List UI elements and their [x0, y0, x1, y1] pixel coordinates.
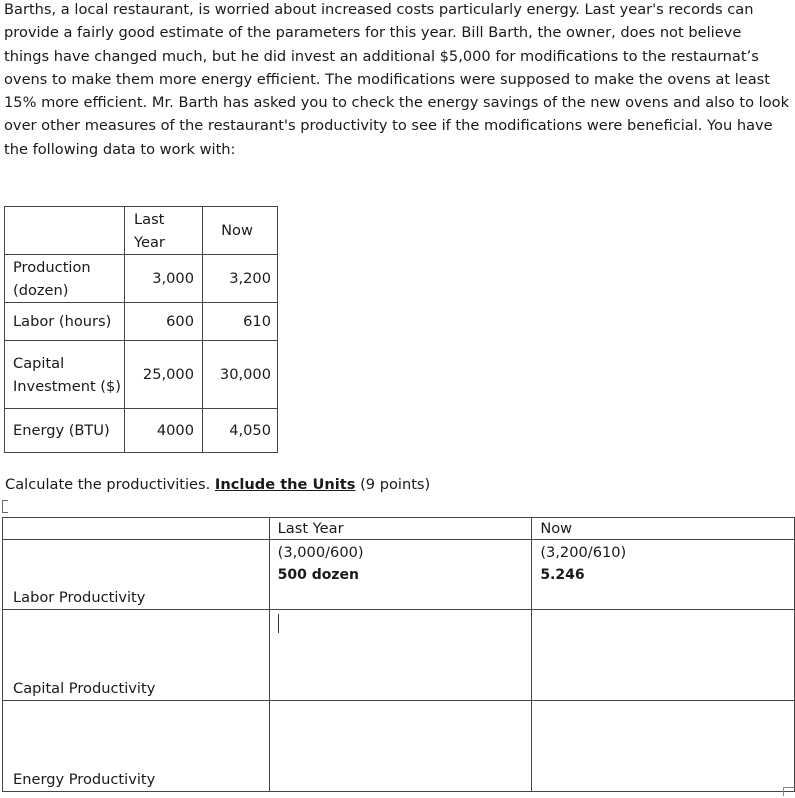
answer-cell-now[interactable]	[532, 610, 795, 701]
answer-cell-last-year[interactable]	[269, 610, 532, 701]
data-row-production	[5, 255, 278, 303]
table-move-handle[interactable]	[2, 500, 8, 513]
calculation-prompt	[5, 473, 430, 496]
value-now: 30,000	[203, 341, 278, 409]
value-last-year: 4000	[125, 409, 203, 453]
answer-row-labor	[3, 540, 795, 610]
calc-prompt-emphasis: Include the Units	[214, 476, 356, 493]
header-last-year: Last Year	[125, 207, 203, 255]
calc-prompt-suffix: (9 points)	[355, 476, 431, 493]
answer-result: 500 dozen	[277, 567, 359, 583]
data-row-labor	[5, 303, 278, 341]
value-last-year: 3,000	[125, 255, 203, 303]
calc-prompt-prefix: Calculate the productivities.	[5, 476, 215, 493]
data-row-capital	[5, 341, 278, 409]
table-resize-handle[interactable]	[783, 787, 794, 796]
answer-header-label[interactable]	[3, 518, 270, 540]
value-now: 3,200	[203, 255, 278, 303]
answer-cell-now[interactable]	[532, 701, 795, 792]
answer-cell-last-year[interactable]	[269, 540, 532, 610]
value-last-year: 600	[125, 303, 203, 341]
answer-formula: (3,200/610)	[540, 544, 627, 561]
header-now: Now	[203, 207, 278, 255]
value-last-year: 25,000	[125, 341, 203, 409]
answer-formula: (3,000/600)	[277, 544, 364, 561]
data-table	[4, 206, 278, 453]
text-cursor	[278, 614, 279, 633]
problem-statement: Barths, a local restaurant, is worried about increased costs particularly energy. Last year's records can provide a fairly good estimate of the parameters for this year. Bill Barth, the owner, does not believe things have changed much, but he did invest an additional $5,000 for modifications to the restaurnat’s ovens to make them more energy efficient. The modifications were supposed to make the ovens at least 15% more efficient. Mr. Barth has asked you to check the energy savings of the new ovens and also to look over other measures of the restaurant's productivity to see if the modifications were beneficial. You have the following data to work with:	[4, 1, 790, 158]
answer-row-label[interactable]: Capital Productivity	[3, 610, 270, 701]
answer-row-capital	[3, 610, 795, 701]
answer-cell-last-year[interactable]	[269, 701, 532, 792]
answer-header-now[interactable]: Now	[532, 518, 795, 540]
answer-result: 5.246	[540, 567, 585, 583]
data-table-corner-cell	[5, 207, 125, 255]
row-label: Energy (BTU)	[5, 409, 125, 453]
answer-header-row	[3, 518, 795, 540]
answer-row-energy	[3, 701, 795, 792]
answer-header-last-year[interactable]: Last Year	[269, 518, 532, 540]
row-label: Labor (hours)	[5, 303, 125, 341]
value-now: 610	[203, 303, 278, 341]
row-label: Production (dozen)	[5, 255, 125, 303]
data-row-energy	[5, 409, 278, 453]
data-table-header-row	[5, 207, 278, 255]
answer-row-label[interactable]: Labor Productivity	[3, 540, 270, 610]
answer-cell-now[interactable]	[532, 540, 795, 610]
row-label: Capital Investment ($)	[5, 341, 125, 409]
answer-table	[2, 517, 795, 792]
answer-row-label[interactable]: Energy Productivity	[3, 701, 270, 792]
value-now: 4,050	[203, 409, 278, 453]
